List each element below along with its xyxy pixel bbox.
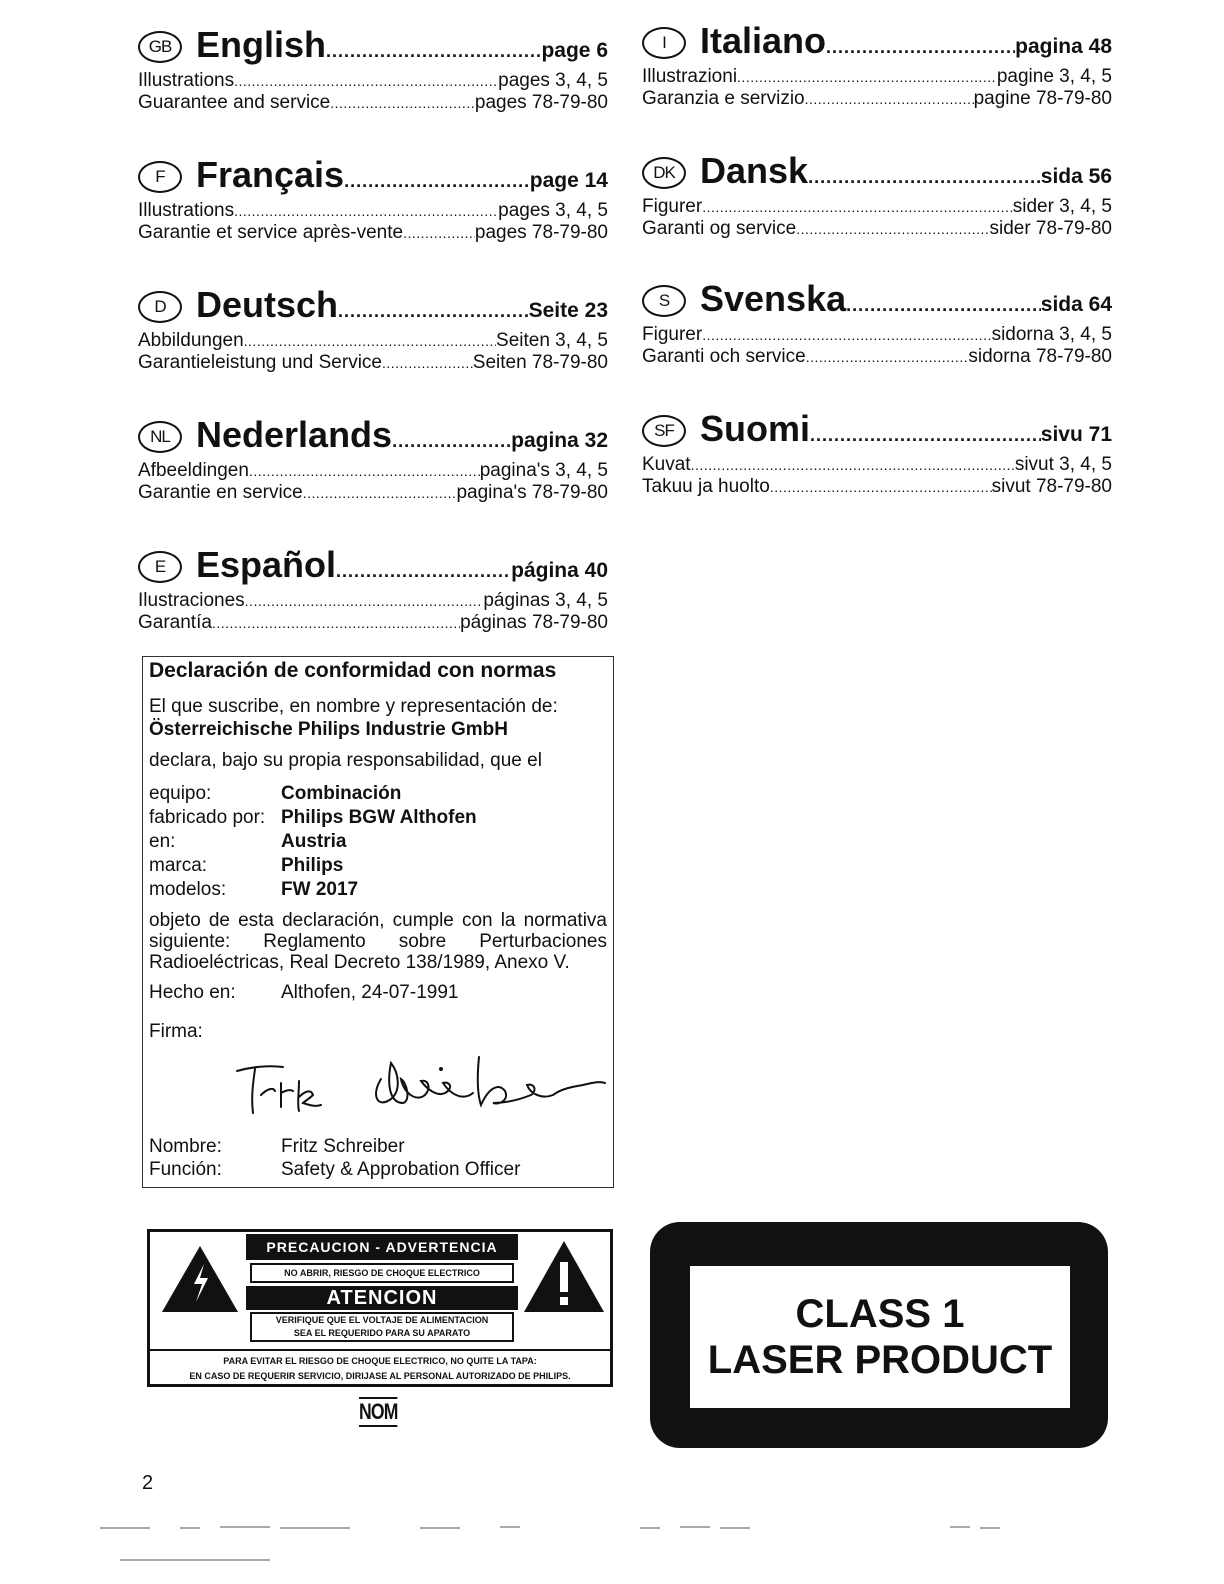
warning-label xyxy=(147,1229,613,1387)
lang-code-badge: DK xyxy=(642,157,686,189)
toc-pages: pagina's 78-79-80 xyxy=(456,482,608,503)
lang-block-italiano xyxy=(642,20,1112,110)
field-key: en: xyxy=(149,831,176,852)
toc-label: Illustrazioni xyxy=(642,66,738,87)
warning-attention: ATENCION xyxy=(246,1286,518,1310)
warning-line1: NO ABRIR, RIESGO DE CHOQUE ELECTRICO xyxy=(250,1263,514,1283)
field-key: marca: xyxy=(149,855,208,876)
exclamation-warning-icon xyxy=(522,1238,606,1314)
warning-line2b: SEA EL REQUERIDO PARA SU APARATO xyxy=(293,1328,471,1338)
lang-code-badge: E xyxy=(138,551,182,583)
toc-label: Garantie en service xyxy=(138,482,303,503)
lang-code-badge: F xyxy=(138,161,182,193)
toc-label: Garanti och service xyxy=(642,346,806,367)
toc-pages: pages 3, 4, 5 xyxy=(498,200,608,221)
declaration-field xyxy=(149,854,607,878)
nom-mark: NOM xyxy=(359,1397,398,1427)
toc-label: Afbeeldingen xyxy=(138,460,249,481)
warning-line2a: VERIFIQUE QUE EL VOLTAJE DE ALIMENTACION xyxy=(275,1315,489,1325)
made-in-row xyxy=(149,981,607,1004)
lang-block-dansk xyxy=(642,150,1112,240)
toc-label: Illustrations xyxy=(138,70,235,91)
declaration-statement: declara, bajo su propia responsabilidad, que el xyxy=(149,750,542,771)
name-row xyxy=(149,1135,607,1158)
function-value: Safety & Approbation Officer xyxy=(281,1159,521,1180)
toc-pages: sidorna 78-79-80 xyxy=(968,346,1112,367)
declaration-field xyxy=(149,830,607,854)
toc-pages: sidorna 3, 4, 5 xyxy=(991,324,1112,345)
electric-shock-warning-icon xyxy=(160,1242,240,1314)
lang-code-badge: SF xyxy=(642,415,686,447)
lang-block-espanol xyxy=(138,544,608,634)
toc-label: Figurer xyxy=(642,196,703,217)
declaration-norm-text: objeto de esta declaración, cumple con la normativa siguiente: Reglamento sobre Perturbaciones Radioeléctricas, Real Decreto 138/1989, Anexo V. xyxy=(149,910,607,973)
toc-pages: pages 3, 4, 5 xyxy=(498,70,608,91)
laser-product-text: LASER PRODUCT xyxy=(707,1338,1053,1382)
toc-pages: pagine 78-79-80 xyxy=(973,88,1112,109)
toc-pages: sider 3, 4, 5 xyxy=(1012,196,1112,217)
lang-block-svenska xyxy=(642,278,1112,368)
declaration-title: Declaración de conformidad con normas xyxy=(149,659,557,682)
function-label: Función: xyxy=(149,1159,222,1180)
toc-label: Garantie et service après-vente xyxy=(138,222,404,243)
declaration-field xyxy=(149,806,607,830)
toc-pages: pages 78-79-80 xyxy=(474,222,608,243)
toc-pages: pagina's 3, 4, 5 xyxy=(479,460,608,481)
page-number: 2 xyxy=(142,1472,154,1494)
declaration-field xyxy=(149,782,607,806)
toc-pages: pagine 3, 4, 5 xyxy=(996,66,1112,87)
field-value: Philips xyxy=(281,855,344,876)
field-key: modelos: xyxy=(149,879,227,900)
toc-label: Kuvat xyxy=(642,454,691,475)
lang-page: sivu 71 xyxy=(1040,423,1112,446)
toc-label: Takuu ja huolto xyxy=(642,476,770,497)
warning-bottom2: EN CASO DE REQUERIR SERVICIO, DIRIJASE AL PERSONAL AUTORIZADO DE PHILIPS. xyxy=(189,1371,571,1381)
signature-scribble xyxy=(231,1043,611,1123)
toc-label: Figurer xyxy=(642,324,703,345)
declaration-field xyxy=(149,878,607,902)
lang-page: sida 56 xyxy=(1040,165,1112,188)
lang-name: English xyxy=(196,24,327,65)
signature xyxy=(149,1043,607,1135)
field-key: fabricado por: xyxy=(149,807,266,828)
lang-block-deutsch xyxy=(138,284,608,374)
toc-pages: páginas 78-79-80 xyxy=(460,612,608,633)
toc-pages: pages 78-79-80 xyxy=(474,92,608,113)
name-value: Fritz Schreiber xyxy=(281,1136,405,1157)
field-key: equipo: xyxy=(149,783,212,804)
lang-name: Deutsch xyxy=(196,284,339,325)
lang-block-english xyxy=(138,24,608,114)
field-value: Combinación xyxy=(281,783,402,804)
lang-block-francais xyxy=(138,154,608,244)
laser-class: CLASS 1 xyxy=(795,1292,965,1336)
name-label: Nombre: xyxy=(149,1136,222,1157)
lang-code-badge: S xyxy=(642,285,686,317)
lang-name: Italiano xyxy=(700,20,827,61)
lang-block-suomi xyxy=(642,408,1112,498)
toc-pages: páginas 3, 4, 5 xyxy=(483,590,608,611)
lang-page: pagina 32 xyxy=(511,429,608,452)
lang-block-nederlands xyxy=(138,414,608,504)
laser-product-label xyxy=(650,1222,1108,1448)
made-in-label: Hecho en: xyxy=(149,982,236,1003)
declaration-box xyxy=(142,656,614,1188)
warning-bottom1: PARA EVITAR EL RIESGO DE CHOQUE ELECTRICO, NO QUITE LA TAPA: xyxy=(223,1356,537,1366)
toc-label: Garanzia e servizio xyxy=(642,88,805,109)
field-value: FW 2017 xyxy=(281,879,359,900)
field-value: Austria xyxy=(281,831,347,852)
toc-label: Garantieleistung und Service xyxy=(138,352,382,373)
toc-pages: sivut 78-79-80 xyxy=(991,476,1112,497)
lang-page: Seite 23 xyxy=(528,299,608,322)
lang-code-badge: I xyxy=(642,27,686,59)
declaration-company: Österreichische Philips Industrie GmbH xyxy=(149,719,508,740)
toc-pages: Seiten 78-79-80 xyxy=(472,352,608,373)
made-in-value: Althofen, 24-07-1991 xyxy=(281,982,459,1003)
lang-page: página 40 xyxy=(511,559,608,582)
lang-name: Svenska xyxy=(700,278,847,319)
toc-label: Garantía xyxy=(138,612,212,633)
toc-pages: sider 78-79-80 xyxy=(989,218,1112,239)
lang-code-badge: NL xyxy=(138,421,182,453)
toc-label: Abbildungen xyxy=(138,330,244,351)
lang-page: page 6 xyxy=(541,39,608,62)
lang-page: pagina 48 xyxy=(1015,35,1112,58)
lang-name: Nederlands xyxy=(196,414,393,455)
warning-header: PRECAUCION - ADVERTENCIA xyxy=(246,1234,518,1260)
toc-pages: sivut 3, 4, 5 xyxy=(1014,454,1112,475)
signature-label: Firma: xyxy=(149,1021,203,1042)
toc-pages: Seiten 3, 4, 5 xyxy=(496,330,608,351)
field-value: Philips BGW Althofen xyxy=(281,807,477,828)
function-row xyxy=(149,1158,607,1181)
lang-page: page 14 xyxy=(529,169,608,192)
toc-label: Guarantee and service xyxy=(138,92,331,113)
lang-name: Français xyxy=(196,154,345,195)
lang-name: Suomi xyxy=(700,408,811,449)
toc-label: Garanti og service xyxy=(642,218,797,239)
lang-name: Dansk xyxy=(700,150,809,191)
toc-label: Illustrations xyxy=(138,200,235,221)
lang-code-badge: D xyxy=(138,291,182,323)
toc-label: Ilustraciones xyxy=(138,590,245,611)
lang-name: Español xyxy=(196,544,337,585)
lang-page: sida 64 xyxy=(1040,293,1112,316)
lang-code-badge: GB xyxy=(138,31,182,63)
declaration-intro: El que suscribe, en nombre y representación de: xyxy=(149,696,558,717)
scan-artifacts xyxy=(100,1522,1100,1562)
